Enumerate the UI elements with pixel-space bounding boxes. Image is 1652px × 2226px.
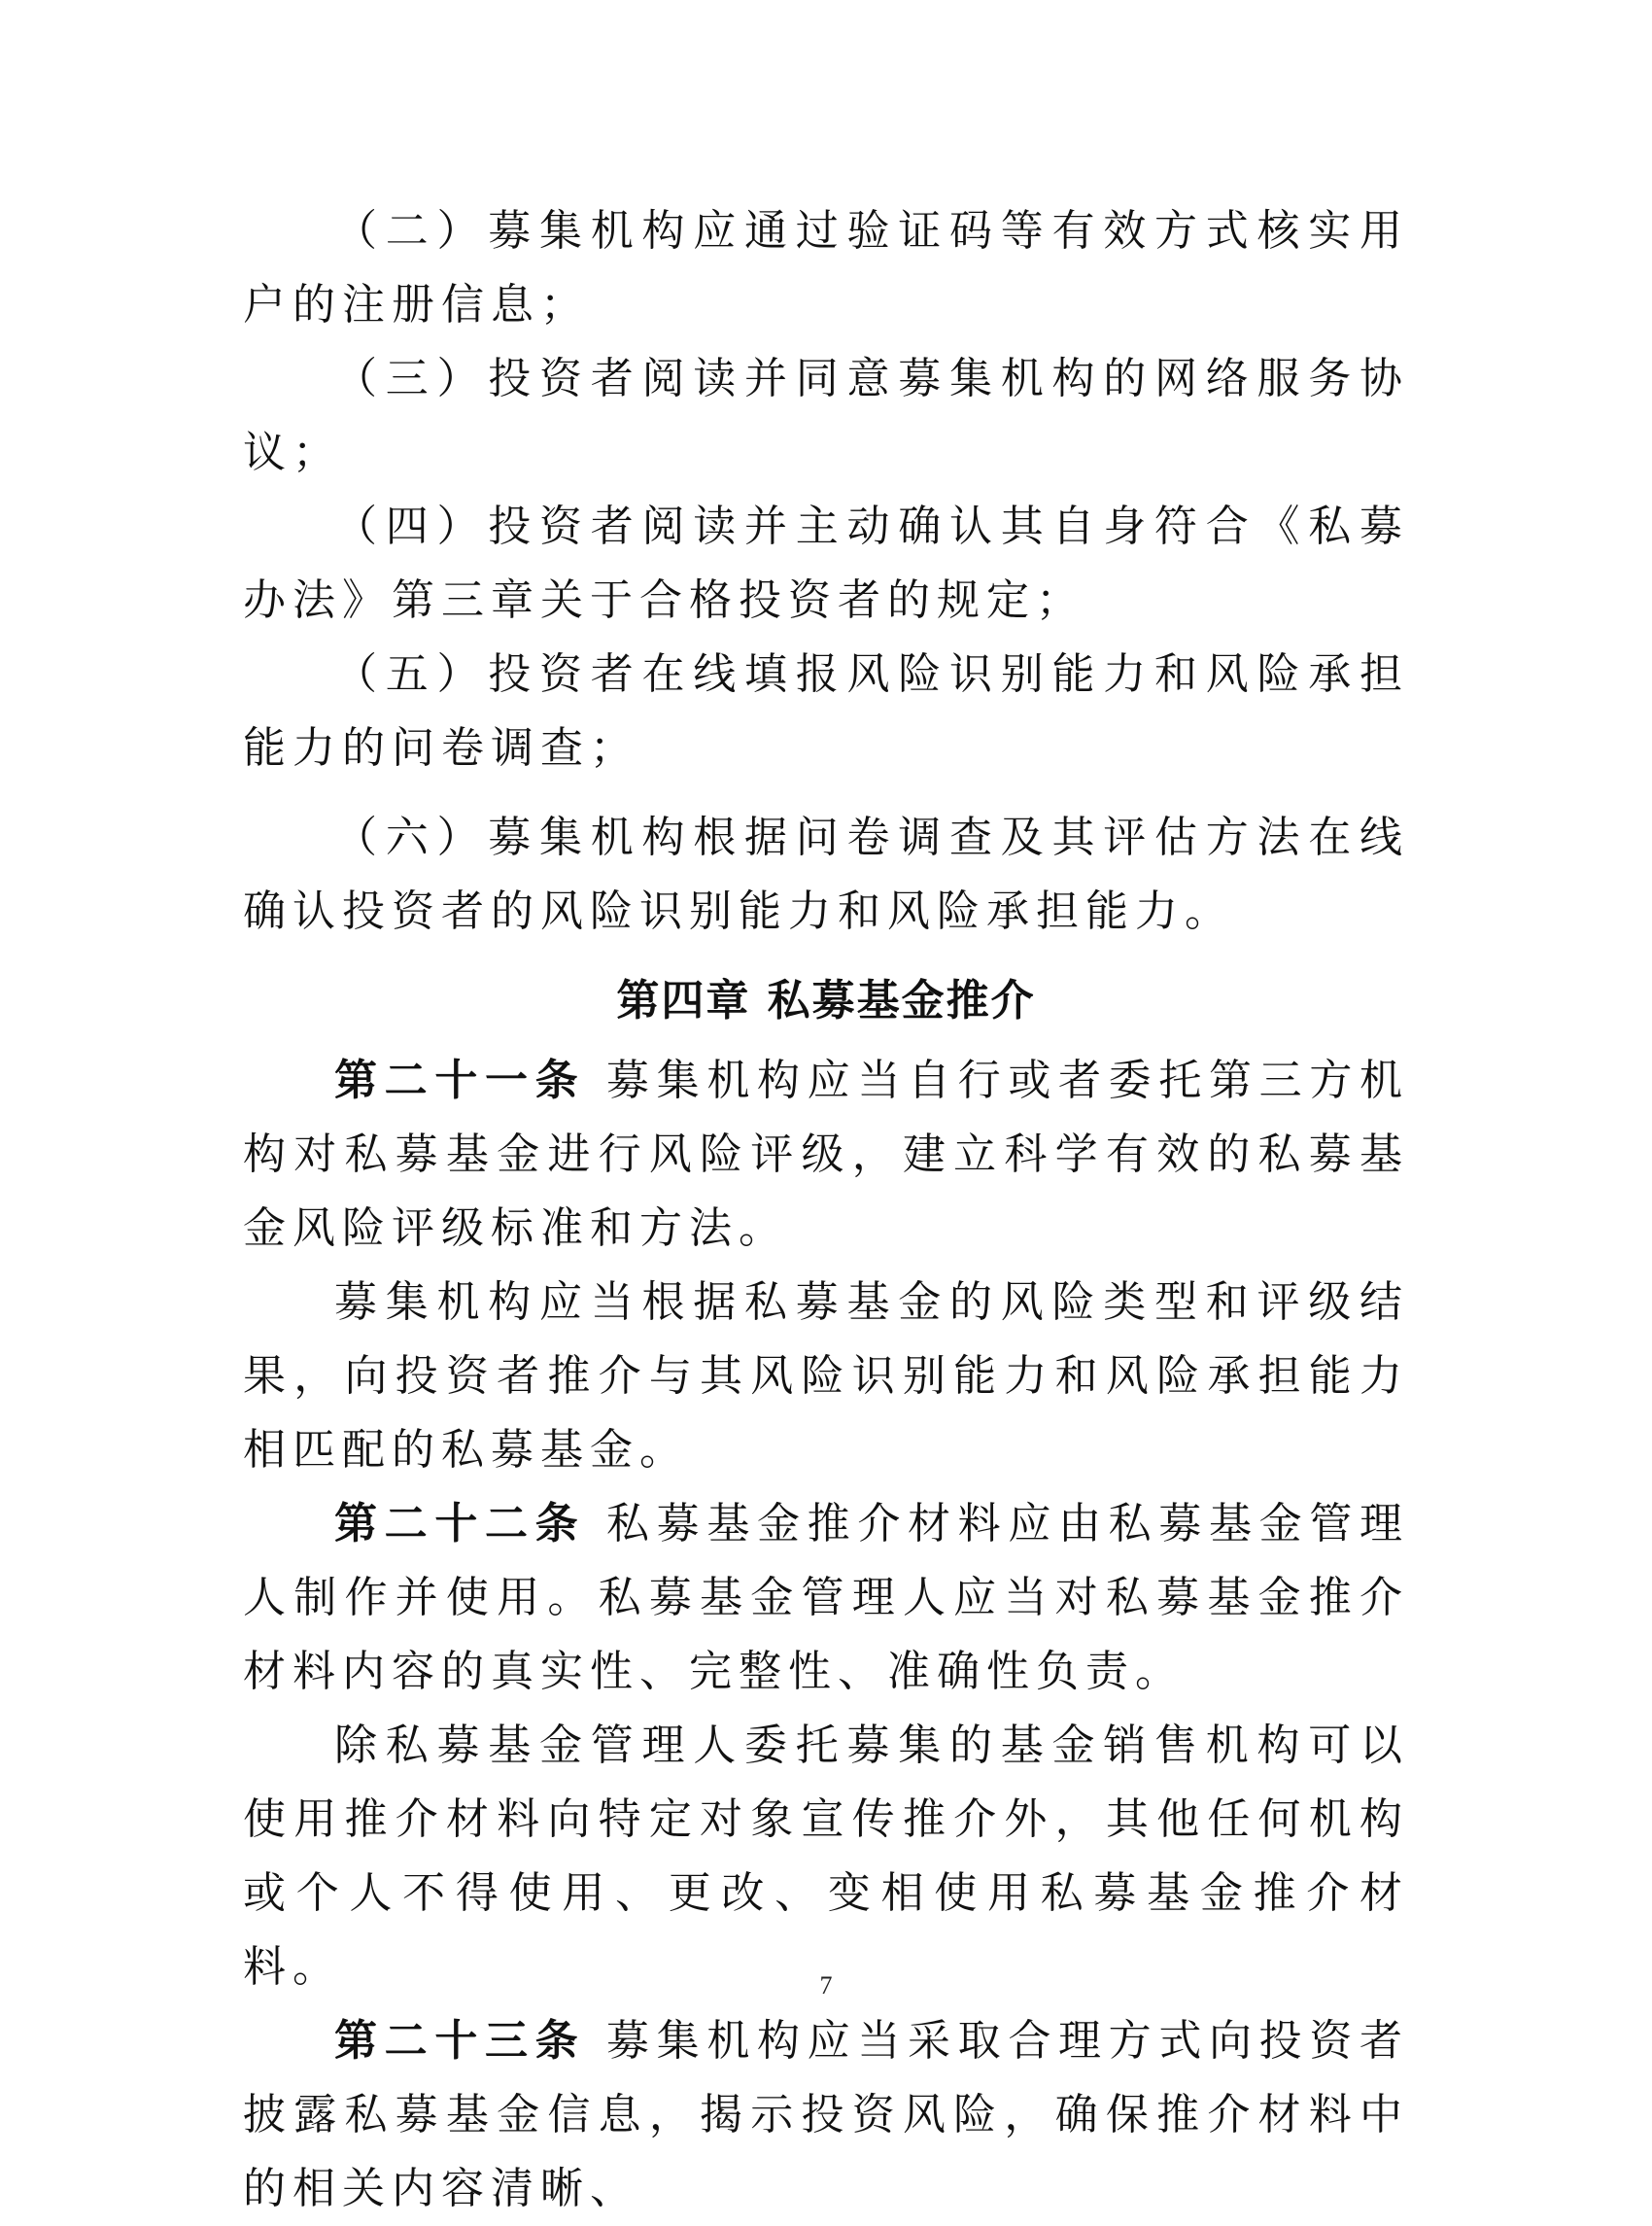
article-23-text: 募集机构应当采取合理方式向投资者披露私募基金信息，揭示投资风险，确保推介材料中的相关内容清晰、 [243, 2016, 1409, 2213]
article-23 [243, 2004, 1409, 2226]
article-22-label: 第二十二条 [334, 1499, 586, 1548]
page-number: 7 [819, 1971, 833, 2000]
page-body [243, 194, 1409, 2226]
article-22-text: 私募基金推介材料应由私募基金管理人制作并使用。私募基金管理人应当对私募基金推介材料内容的真实性、完整性、准确性负责。 [243, 1499, 1409, 1696]
article-21-text: 募集机构应当自行或者委托第三方机构对私募基金进行风险评级，建立科学有效的私募基金风险评级标准和方法。 [243, 1056, 1409, 1253]
paragraph-item-5: （五）投资者在线填报风险识别能力和风险承担能力的问卷调查； [243, 649, 1409, 773]
article-23-label: 第二十三条 [334, 2016, 586, 2066]
paragraph-item-2: （二）募集机构应通过验证码等有效方式核实用户的注册信息； [243, 206, 1409, 330]
article-22 [243, 1487, 1409, 1709]
article-21-paragraph-2: 募集机构应当根据私募基金的风险类型和评级结果，向投资者推介与其风险识别能力和风险承担能力相匹配的私募基金。 [243, 1277, 1409, 1475]
article-21 [243, 1044, 1409, 1266]
article-22-paragraph-2: 除私募基金管理人委托募集的基金销售机构可以使用推介材料向特定对象宣传推介外，其他任何机构或个人不得使用、更改、变相使用私募基金推介材料。 [243, 1721, 1409, 1992]
chapter-heading: 第四章 私募基金推介 [616, 976, 1036, 1026]
paragraph-item-6: （六）募集机构根据问卷调查及其评估方法在线确认投资者的风险识别能力和风险承担能力。 [243, 813, 1409, 936]
article-21-label: 第二十一条 [334, 1056, 586, 1105]
paragraph-item-3: （三）投资者阅读并同意募集机构的网络服务协议； [243, 354, 1409, 477]
paragraph-item-4: （四）投资者阅读并主动确认其自身符合《私募办法》第三章关于合格投资者的规定； [243, 502, 1409, 625]
